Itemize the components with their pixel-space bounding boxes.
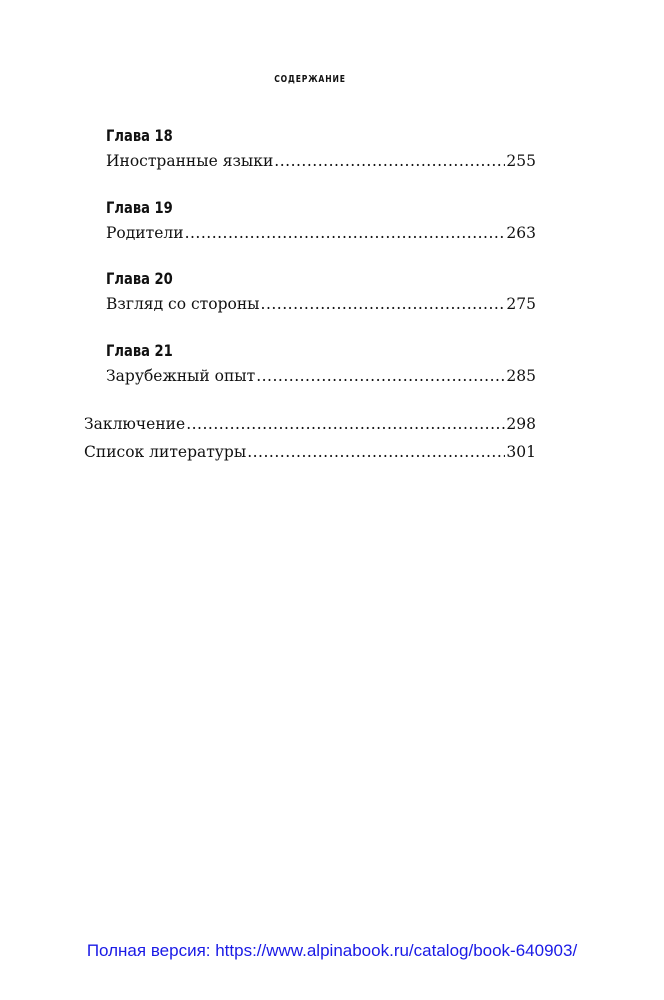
toc-bibliography <box>84 441 536 463</box>
toc-entry-title: Список литературы <box>84 443 247 461</box>
toc-entry <box>106 150 536 172</box>
toc-entry <box>106 293 536 315</box>
toc-entry <box>106 365 536 387</box>
toc-entry-page: 275 <box>506 295 536 313</box>
chapter-heading: Глава 20 <box>106 269 173 288</box>
chapter-heading: Глава 18 <box>106 126 173 145</box>
toc-entry-page: 263 <box>506 224 536 242</box>
toc-entry-page: 301 <box>506 443 536 461</box>
full-version-link[interactable]: Полная версия: https://www.alpinabook.ru/catalog/book-640903/ <box>86 941 578 960</box>
dot-leader <box>247 441 505 463</box>
dot-leader <box>261 293 506 315</box>
dot-leader <box>185 222 506 244</box>
toc-entry <box>84 441 536 463</box>
dot-leader <box>256 365 505 387</box>
toc-entry-page: 298 <box>506 415 536 433</box>
toc-chapter-20 <box>106 269 536 315</box>
toc-entry-title: Заключение <box>84 415 186 433</box>
toc-entry-page: 255 <box>506 152 536 170</box>
toc-entry-title: Иностранные языки <box>106 152 274 170</box>
toc-conclusion <box>84 413 536 435</box>
toc-chapter-19 <box>106 198 536 244</box>
toc-chapter-18 <box>106 126 536 172</box>
toc-entry <box>84 413 536 435</box>
dot-leader <box>274 150 505 172</box>
dot-leader <box>186 413 505 435</box>
toc-entry <box>106 222 536 244</box>
toc-entry-title: Зарубежный опыт <box>106 367 256 385</box>
toc-chapter-21 <box>106 341 536 387</box>
toc-entry-page: 285 <box>506 367 536 385</box>
chapter-heading: Глава 19 <box>106 198 173 217</box>
toc-entry-title: Взгляд со стороны <box>106 295 260 313</box>
chapter-heading: Глава 21 <box>106 341 173 360</box>
page-header: СОДЕРЖАНИЕ <box>274 74 346 85</box>
toc-entry-title: Родители <box>106 224 184 242</box>
